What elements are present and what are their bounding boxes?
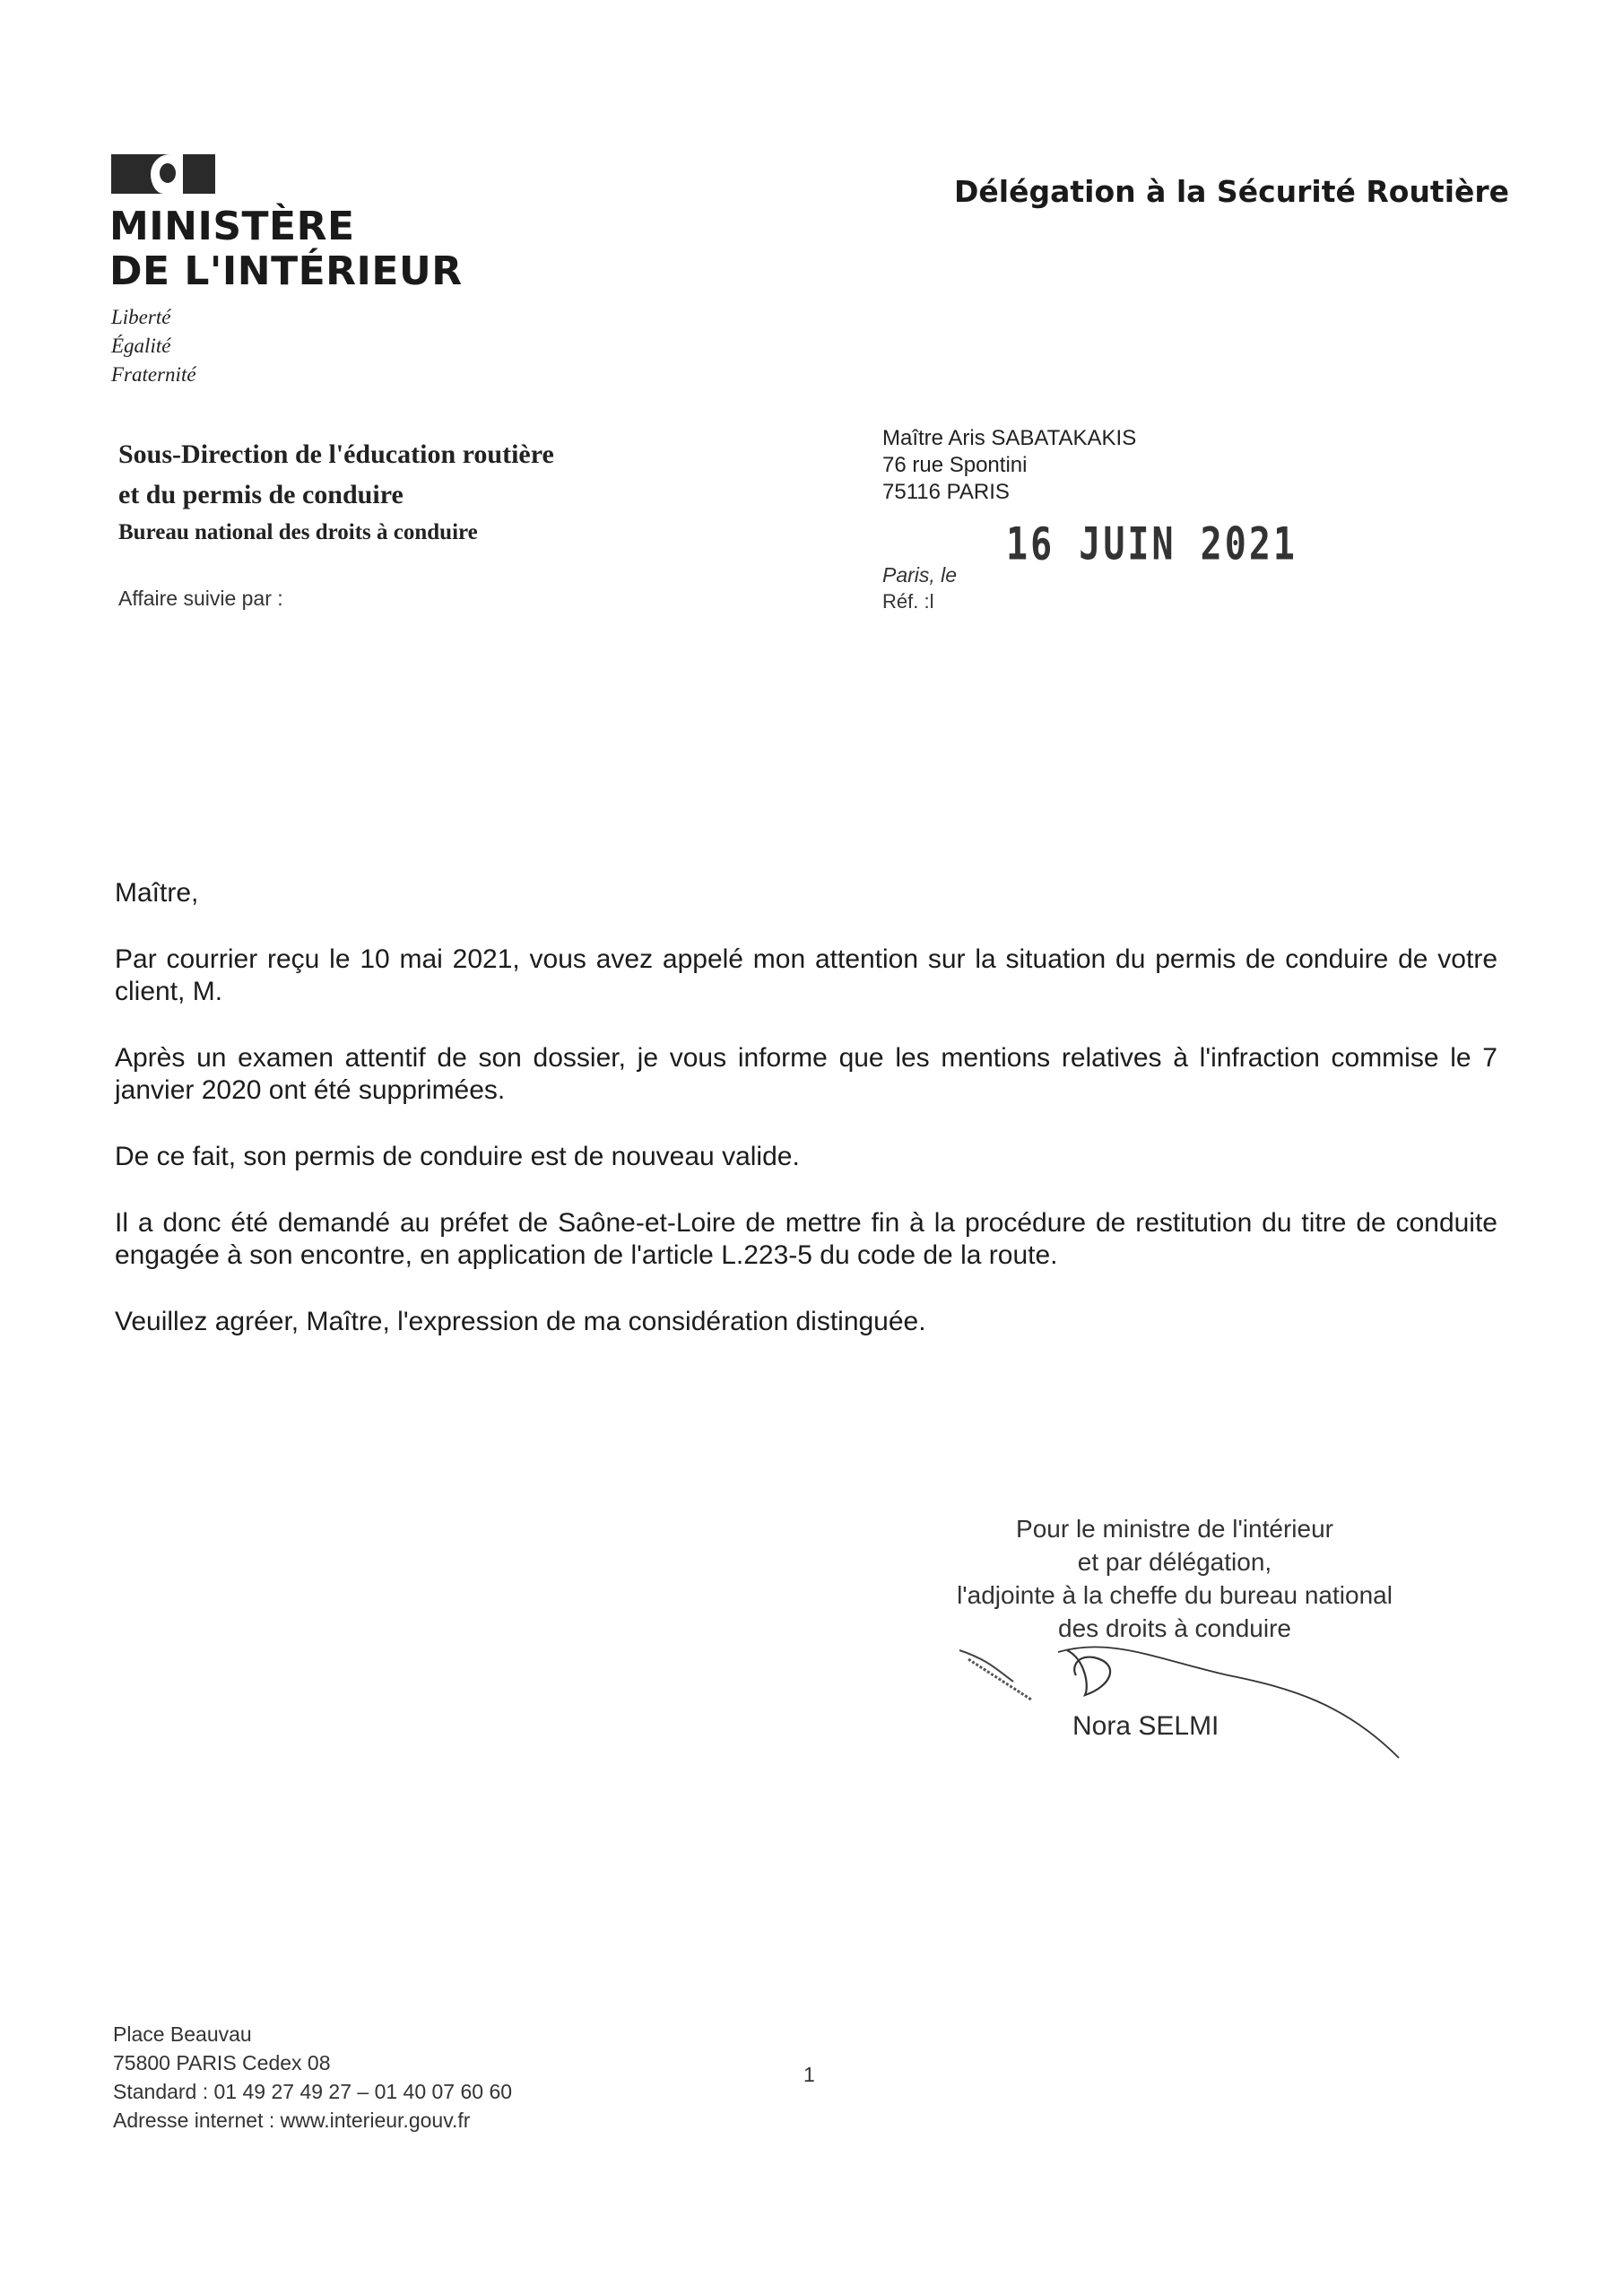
handwritten-signature	[933, 1632, 1417, 1776]
republic-motto	[111, 303, 196, 389]
place-date-label: Paris, le	[882, 563, 958, 587]
paragraph-1: Par courrier reçu le 10 mai 2021, vous avez appelé mon attention sur la situation du permis de conduire de votre client, M.	[115, 944, 1497, 1006]
service-block	[118, 434, 554, 551]
ministry-line-2: DE L'INTÉRIEUR	[109, 248, 463, 294]
footer-website: Adresse internet : www.interieur.gouv.fr	[113, 2109, 471, 2132]
signature-line-1: Pour le ministre de l'intérieur	[1016, 1515, 1333, 1543]
recipient-address	[882, 425, 1136, 506]
recipient-city: 75116 PARIS	[882, 480, 1010, 504]
recipient-name: Maître Aris SABATAKAKIS	[882, 426, 1137, 450]
paragraph-4: Il a donc été demandé au préfet de Saône-et-Loire de mettre fin à la procédure de restitution du titre de conduite engagée à son encontre, en application de l'article L.223-5 du code de la route.	[115, 1208, 1497, 1270]
affaire-suivie: Affaire suivie par :	[118, 587, 283, 610]
motto-egalite: Égalité	[111, 335, 171, 357]
service-line-3: Bureau national des droits à conduire	[118, 520, 478, 544]
service-line-1: Sous-Direction de l'éducation routière	[118, 439, 554, 469]
motto-fraternite: Fraternité	[111, 363, 196, 386]
date-stamp: 16 JUIN 2021	[1006, 518, 1298, 570]
paragraph-3: De ce fait, son permis de conduire est de nouveau valide.	[115, 1142, 800, 1171]
delegation-title: Délégation à la Sécurité Routière	[954, 174, 1510, 209]
signature-block	[861, 1512, 1488, 1645]
closing-formula: Veuillez agréer, Maître, l'expression de ma considération distinguée.	[115, 1307, 926, 1336]
footer-address-line-2: 75800 PARIS Cedex 08	[113, 2051, 331, 2074]
recipient-street: 76 rue Spontini	[882, 453, 1028, 477]
service-line-2: et du permis de conduire	[118, 480, 404, 509]
footer-address	[113, 2020, 512, 2135]
signature-line-2: et par délégation,	[1077, 1548, 1272, 1576]
footer-phone: Standard : 01 49 27 49 27 – 01 40 07 60 60	[113, 2080, 513, 2103]
signatory-name: Nora SELMI	[1072, 1711, 1219, 1741]
paragraph-2: Après un examen attentif de son dossier, je vous informe que les mentions relatives à l'infraction commise le 7 janvier 2020 ont été supprimées.	[115, 1043, 1497, 1105]
reference-label: Réf. :l	[882, 590, 934, 613]
signature-line-3: l'adjointe à la cheffe du bureau national	[957, 1581, 1393, 1609]
motto-liberte: Liberté	[111, 306, 171, 328]
salutation: Maître,	[115, 878, 199, 908]
signature-line-4: des droits à conduire	[1058, 1614, 1291, 1642]
footer-address-line-1: Place Beauvau	[113, 2022, 252, 2046]
ministry-line-1: MINISTÈRE	[109, 204, 355, 249]
ministry-name	[109, 204, 463, 294]
marianne-icon	[151, 154, 183, 194]
marianne-logo	[111, 154, 215, 194]
page-number: 1	[803, 2063, 815, 2086]
